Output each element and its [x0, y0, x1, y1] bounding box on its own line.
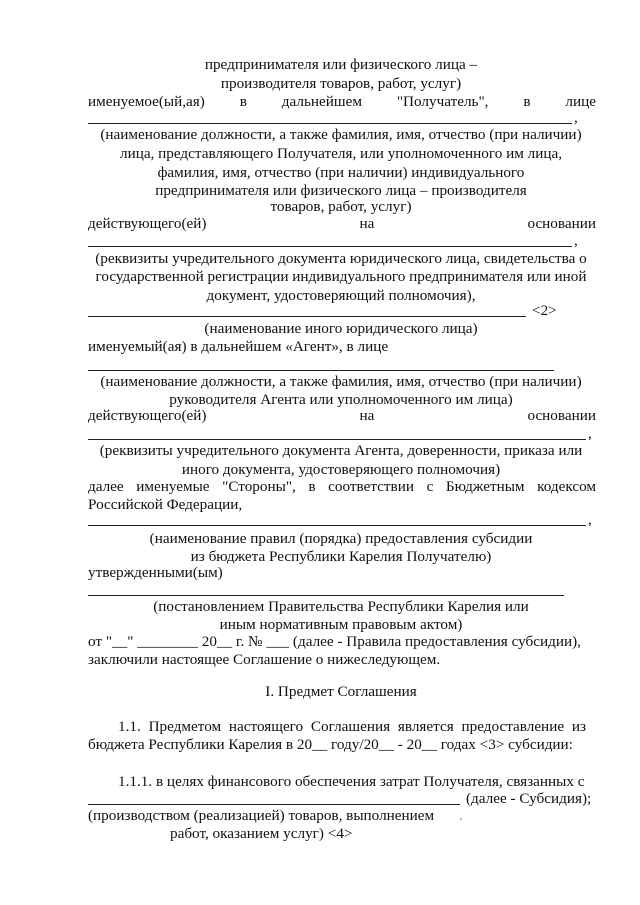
- acting-line-recipient: действующего(ей) на основании: [88, 215, 596, 232]
- note-agent-docs-1: (реквизиты учредительного документа Агента, доверенности, приказа или: [99, 442, 583, 459]
- blank-recipient-basis: [88, 246, 572, 247]
- note-rules-1: (наименование правил (порядка) предоставления субсидии: [149, 530, 533, 547]
- concluded-line: заключили настоящее Соглашение о нижеследующем.: [88, 651, 441, 668]
- note-agent-rep-2: руководителя Агента или уполномоченного им лица): [169, 391, 513, 408]
- line-producer: производителя товаров, работ, услуг): [220, 75, 462, 92]
- named-recipient-line: именуемое(ый,ая) в дальнейшем "Получатель", в лице: [88, 93, 596, 110]
- note-recipient-docs-2: государственной регистрации индивидуального предпринимателя или иной: [95, 268, 587, 285]
- note-act-1: (постановлением Правительства Республики Карелия или: [153, 598, 529, 615]
- clause-1-1-line-1: 1.1. Предметом настоящего Соглашения является предоставление из: [118, 718, 586, 735]
- note-recipient-docs-1: (реквизиты учредительного документа юридического лица, свидетельства о: [95, 250, 587, 267]
- note-recipient-docs-3: документ, удостоверяющий полномочия),: [206, 287, 476, 304]
- blank-comma: ,: [574, 109, 578, 126]
- blank-comma: ,: [588, 511, 592, 528]
- note-recipient-rep-4: предпринимателя или физического лица – производителя: [155, 182, 527, 199]
- blank-act: [88, 595, 564, 596]
- clause-1-1-1-line-1: 1.1.1. в целях финансового обеспечения затрат Получателя, связанных с: [118, 773, 585, 790]
- blank-costs: [88, 804, 460, 805]
- note-agent-docs-2: иного документа, удостоверяющего полномочия): [181, 461, 501, 478]
- blank-comma: ,: [588, 425, 592, 442]
- note-recipient-rep-2: лица, представляющего Получателя, или уполномоченного им лица,: [119, 145, 563, 162]
- blank-agent-representative: [88, 370, 554, 371]
- note-recipient-rep-3: фамилия, имя, отчество (при наличии) индивидуального: [157, 164, 525, 181]
- parties-line-2: Российской Федерации,: [88, 496, 243, 513]
- from-date-line: от "__" ________ 20__ г. № ___ (далее - Правила предоставления субсидии),: [88, 633, 581, 650]
- blank-agent-name: [88, 316, 526, 317]
- note-costs-2: работ, оказанием услуг) <4>: [170, 825, 353, 842]
- note-agent-name: (наименование иного юридического лица): [204, 320, 478, 337]
- note-agent-rep-1: (наименование должности, а также фамилия, имя, отчество (при наличии): [100, 373, 582, 390]
- note-recipient-rep-1: (наименование должности, а также фамилия, имя, отчество (при наличии): [100, 126, 582, 143]
- agent-named-line: именуемый(ая) в дальнейшем «Агент», в лице: [88, 338, 389, 355]
- blank-recipient-representative: [88, 123, 572, 124]
- clause-1-1-line-2: бюджета Республики Карелия в 20__ году/20__ - 20__ годах <3> субсидии:: [88, 736, 573, 753]
- scan-speck: [460, 818, 462, 820]
- footnote-ref-2: <2>: [532, 302, 557, 319]
- section-title: I. Предмет Соглашения: [265, 683, 417, 700]
- approved-line: утвержденными(ым): [88, 564, 223, 581]
- acting-line-agent: действующего(ей) на основании: [88, 407, 596, 424]
- clause-1-1-1-tail: (далее - Субсидия);: [466, 790, 592, 807]
- blank-comma: ,: [574, 232, 578, 249]
- note-recipient-rep-5: товаров, работ, услуг): [270, 198, 412, 215]
- blank-rules-name: [88, 525, 586, 526]
- blank-agent-basis: [88, 439, 586, 440]
- note-costs-1: (производством (реализацией) товаров, выполнением: [88, 807, 435, 824]
- note-rules-2: из бюджета Республики Карелия Получателю): [190, 548, 492, 565]
- line-entrepreneur: предпринимателя или физического лица –: [204, 56, 478, 73]
- note-act-2: иным нормативным правовым актом): [219, 616, 463, 633]
- parties-line: далее именуемые "Стороны", в соответствии с Бюджетным кодексом: [88, 478, 596, 495]
